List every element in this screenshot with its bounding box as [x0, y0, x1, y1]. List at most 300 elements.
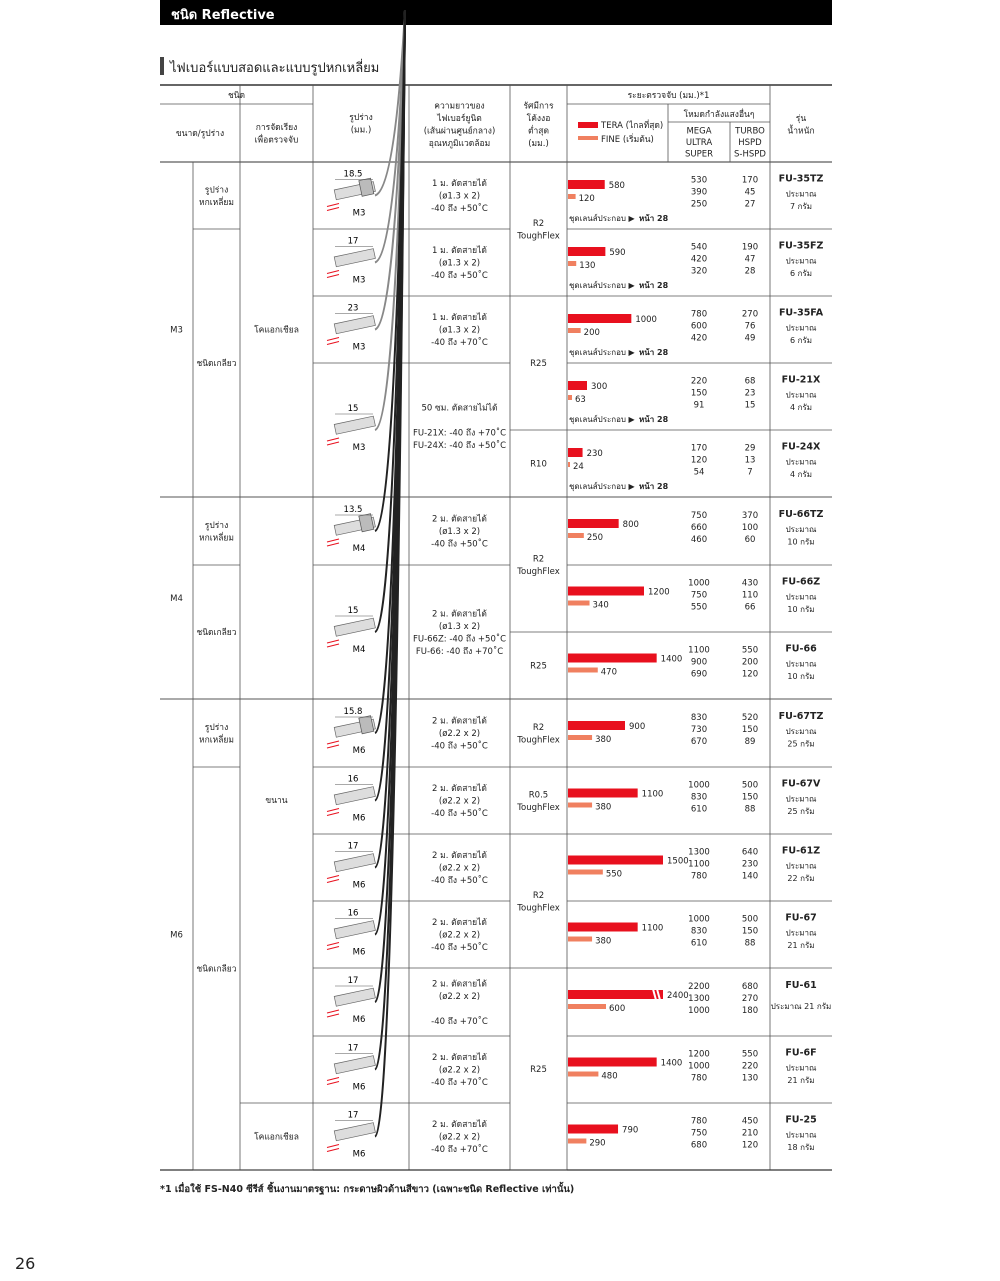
turbo-values: 270 — [741, 309, 759, 320]
fiber-length-text: 2 ม. ตัดสายได้ — [432, 609, 487, 620]
turbo-values: 88 — [744, 804, 756, 815]
beam-arrow-icon — [327, 204, 339, 207]
fiber-length-text: (ø1.3 x 2) — [438, 325, 481, 336]
fine-bar — [568, 870, 603, 875]
tera-bar — [568, 654, 657, 663]
category-bar-label: ชนิด Reflective — [171, 8, 275, 23]
beam-arrow-icon — [327, 943, 339, 946]
page-number: 26 — [15, 1254, 36, 1273]
fiber-length-text: 2 ม. ตัดสายได้ — [432, 1120, 487, 1130]
mega-values: 1000 — [688, 914, 710, 925]
header-arrangement: เพื่อตรวจจับ — [254, 135, 299, 146]
tera-value: 1500 — [667, 856, 689, 867]
dimension-label: 16 — [347, 774, 359, 785]
beam-arrow-icon — [327, 745, 339, 748]
fiber-length-text: (ø2.2 x 2) — [438, 1132, 481, 1143]
model-name: FU-66 — [785, 643, 817, 655]
mega-values: 780 — [690, 871, 708, 882]
turbo-values: 15 — [744, 400, 756, 411]
fiber-body — [334, 316, 375, 334]
beam-arrow-icon — [327, 543, 339, 546]
fiber-length-text: (ø1.3 x 2) — [438, 191, 481, 202]
tera-bar — [568, 721, 625, 730]
model-weight: 6 กรัม — [789, 335, 813, 345]
lens-note: ชุดเลนส์ประกอบ ▶ — [569, 214, 635, 223]
turbo-values: 180 — [741, 1006, 759, 1016]
mega-values: 1100 — [688, 645, 710, 656]
model-name: FU-25 — [785, 1114, 817, 1126]
fine-bar — [568, 1004, 606, 1009]
turbo-values: 66 — [744, 602, 756, 613]
lens-note: ชุดเลนส์ประกอบ ▶ — [569, 348, 635, 357]
mega-values: 780 — [690, 1073, 708, 1084]
dimension-label: 13.5 — [343, 505, 363, 515]
mega-values: 170 — [690, 443, 708, 454]
mega-values: 1300 — [688, 847, 710, 858]
tera-value: 790 — [622, 1125, 639, 1136]
model-weight: ประมาณ — [785, 659, 817, 669]
mega-values: 610 — [690, 804, 708, 815]
header-bend-radius: ต่ำสุด — [527, 126, 550, 137]
bend-radius-label: ToughFlex — [517, 231, 560, 242]
beam-arrow-icon — [327, 539, 339, 542]
tera-bar — [568, 314, 631, 323]
turbo-values: 370 — [741, 511, 759, 521]
thread-label: M3 — [352, 208, 366, 219]
arrangement-label: โคแอกเชียล — [254, 1132, 299, 1143]
model-weight: ประมาณ — [785, 861, 817, 871]
lens-page-ref: หน้า 28 — [639, 348, 669, 357]
shape-hex-label: รูปร่าง — [204, 520, 229, 531]
model-weight: 6 กรัม — [789, 268, 813, 278]
turbo-values: 640 — [741, 847, 759, 858]
model-weight: 25 กรัม — [787, 806, 815, 816]
fine-bar — [568, 1072, 598, 1077]
thread-label: M4 — [352, 544, 366, 554]
model-name: FU-35FZ — [778, 240, 824, 252]
beam-arrow-icon — [327, 947, 339, 950]
bend-radius-label: R25 — [530, 359, 547, 369]
fine-bar — [568, 735, 592, 740]
fiber-length-text: 2 ม. ตัดสายได้ — [432, 1053, 487, 1063]
model-name: FU-6F — [785, 1047, 817, 1059]
fine-bar — [568, 668, 598, 673]
thread-label: M3 — [352, 443, 366, 453]
model-weight: ประมาณ — [785, 524, 817, 534]
legend-tera-swatch — [578, 122, 598, 128]
turbo-values: 150 — [741, 792, 759, 803]
header-shape: (มม.) — [350, 125, 372, 136]
turbo-values: 23 — [744, 388, 756, 399]
tera-bar — [568, 1058, 657, 1067]
tera-bar — [568, 519, 619, 528]
fiber-length-text: (ø2.2 x 2) — [438, 1065, 481, 1076]
beam-arrow-icon — [327, 640, 339, 643]
fiber-length-text: 1 ม. ตัดสายได้ — [432, 179, 487, 189]
beam-arrow-icon — [327, 438, 339, 441]
mega-values: 540 — [690, 242, 708, 253]
section-title: ไฟเบอร์แบบสอดและแบบรูปหกเหลี่ยม — [170, 61, 380, 76]
model-weight: ประมาณ — [785, 726, 817, 736]
beam-arrow-icon — [327, 1014, 339, 1017]
turbo-values: 170 — [741, 175, 759, 186]
arrangement-label: โคแอกเชียล — [254, 325, 299, 336]
mega-values: 220 — [690, 376, 708, 387]
header-fiber-length: ความยาวของ — [434, 101, 485, 112]
turbo-values: 49 — [744, 333, 756, 344]
beam-arrow-icon — [327, 876, 339, 879]
arrangement-label: ขนาน — [265, 796, 288, 806]
mega-values: 530 — [690, 175, 708, 186]
beam-arrow-icon — [327, 813, 339, 816]
fiber-length-text: 1 ม. ตัดสายได้ — [432, 246, 487, 256]
mega-values: 750 — [690, 590, 708, 601]
shape-hex-label: รูปร่าง — [204, 185, 229, 196]
fiber-length-text: FU-66Z: -40 ถึง +50˚C — [412, 634, 507, 645]
fiber-length-text: FU-21X: -40 ถึง +70˚C — [412, 428, 507, 439]
shape-hex-label: หกเหลี่ยม — [198, 735, 235, 746]
mega-values: 420 — [690, 254, 708, 265]
fiber-length-text: -40 ถึง +70˚C — [431, 1145, 488, 1155]
model-name: FU-67V — [781, 778, 821, 790]
bend-radius-label: R2 — [532, 554, 545, 565]
mega-values: 780 — [690, 309, 708, 320]
beam-arrow-icon — [327, 1010, 339, 1013]
fiber-length-text: -40 ถึง +70˚C — [431, 338, 488, 348]
header-size-shape: ขนาด/รูปร่าง — [175, 129, 225, 139]
fine-bar — [568, 194, 576, 199]
thread-label: M6 — [352, 1149, 366, 1160]
thread-label: M6 — [352, 1015, 366, 1025]
fiber-length-text: 2 ม. ตัดสายได้ — [432, 514, 487, 525]
tera-value: 300 — [591, 382, 608, 392]
fine-value: 380 — [595, 735, 612, 745]
fine-value: 480 — [601, 1071, 618, 1082]
fiber-length-text: -40 ถึง +70˚C — [431, 1016, 488, 1027]
size-label-m6: M6 — [170, 930, 183, 941]
model-weight: ประมาณ — [785, 189, 817, 199]
mega-values: 550 — [690, 602, 708, 613]
turbo-values: 220 — [741, 1061, 759, 1072]
lens-page-ref: หน้า 28 — [639, 281, 669, 290]
turbo-values: 13 — [744, 455, 756, 466]
fiber-length-text: -40 ถึง +50˚C — [431, 876, 488, 886]
dimension-label: 17 — [347, 236, 359, 247]
fiber-length-text: -40 ถึง +50˚C — [431, 809, 488, 819]
fiber-length-text: 50 ซม. ตัดสายไม่ได้ — [421, 403, 498, 414]
mega-values: 120 — [690, 455, 708, 466]
mega-values: 320 — [690, 266, 708, 277]
turbo-values: 28 — [744, 266, 756, 277]
model-weight: 10 กรัม — [787, 537, 815, 547]
turbo-values: 120 — [741, 669, 759, 680]
tera-value: 1200 — [648, 587, 670, 598]
model-name: FU-66Z — [781, 576, 821, 588]
fine-bar — [568, 803, 592, 808]
header-bend-radius: โค้งงอ — [526, 113, 551, 124]
model-weight: 21 กรัม — [787, 1075, 815, 1085]
bend-radius-label: ToughFlex — [517, 802, 560, 813]
fine-value: 380 — [595, 802, 612, 813]
model-weight: 7 กรัม — [789, 201, 813, 211]
mega-values: 91 — [693, 400, 705, 411]
bend-radius-label: ToughFlex — [517, 903, 560, 914]
dimension-label: 15.8 — [343, 707, 363, 717]
header-model: น้ำหนัก — [787, 126, 815, 137]
fiber-length-text: -40 ถึง +50˚C — [431, 539, 488, 550]
turbo-values: 550 — [741, 645, 759, 656]
beam-arrow-icon — [327, 275, 339, 278]
header-fiber-length: (เส้นผ่านศูนย์กลาง) — [423, 126, 496, 137]
turbo-values: 29 — [744, 443, 756, 454]
tera-value: 1400 — [660, 654, 683, 665]
shape-thread-label: ชนิดเกลียว — [196, 964, 237, 975]
dimension-label: 16 — [347, 908, 359, 919]
size-label-m3: M3 — [170, 325, 183, 336]
fine-bar — [568, 1139, 586, 1144]
fine-bar — [568, 395, 572, 400]
header-arrangement: การจัดเรียง — [255, 122, 298, 133]
shape-hex-label: หกเหลี่ยม — [198, 197, 235, 208]
turbo-values: 680 — [741, 982, 759, 992]
fiber-length-text: -40 ถึง +70˚C — [431, 1078, 488, 1088]
header-modes: โหมดกำลังแสงอื่นๆ — [683, 110, 755, 120]
tera-bar — [568, 856, 663, 865]
model-name: FU-66TZ — [778, 509, 824, 520]
fine-value: 120 — [578, 194, 595, 204]
header-fiber-length: ไฟเบอร์ยูนิต — [437, 113, 482, 124]
fine-value: 380 — [595, 936, 612, 947]
header-mode-mega: ULTRA — [685, 138, 713, 148]
turbo-values: 76 — [744, 321, 756, 332]
beam-arrow-icon — [327, 342, 339, 345]
fiber-length-text: 2 ม. ตัดสายได้ — [432, 979, 487, 990]
thread-label: M4 — [352, 645, 366, 655]
fine-value: 130 — [579, 261, 596, 271]
fine-bar — [568, 261, 576, 266]
bend-radius-label: ToughFlex — [517, 566, 560, 577]
model-weight: 18 กรัม — [787, 1142, 815, 1152]
turbo-values: 89 — [744, 737, 756, 747]
mega-values: 750 — [690, 511, 708, 521]
fiber-body — [334, 249, 375, 267]
fiber-length-text: 2 ม. ตัดสายได้ — [432, 851, 487, 861]
turbo-values: 130 — [741, 1073, 759, 1084]
beam-arrow-icon — [327, 271, 339, 274]
mega-values: 600 — [690, 321, 708, 332]
fine-value: 470 — [600, 667, 618, 678]
mega-values: 730 — [690, 725, 708, 735]
tera-value: 1100 — [641, 923, 664, 934]
header-bend-radius: รัศมีการ — [523, 101, 554, 112]
mega-values: 900 — [690, 657, 708, 668]
shape-hex-label: รูปร่าง — [204, 722, 229, 733]
turbo-values: 60 — [744, 535, 756, 545]
fiber-length-text: (ø1.3 x 2) — [438, 621, 481, 632]
header-shape: รูปร่าง — [349, 112, 373, 123]
model-weight: ประมาณ 21 กรัม — [770, 1002, 832, 1011]
model-name: FU-67 — [785, 912, 817, 924]
fiber-body — [334, 416, 375, 434]
fiber-body — [334, 921, 375, 939]
legend-fine-label: FINE (เริ่มต้น) — [601, 135, 654, 145]
beam-arrow-icon — [327, 338, 339, 341]
model-name: FU-67TZ — [778, 711, 824, 722]
turbo-values: 450 — [741, 1116, 759, 1127]
fiber-body — [334, 1123, 375, 1141]
turbo-values: 120 — [741, 1140, 759, 1151]
turbo-values: 190 — [741, 242, 759, 253]
dimension-label: 18.5 — [343, 169, 363, 180]
header-mode-turbo: HSPD — [738, 138, 762, 148]
model-weight: 4 กรัม — [789, 469, 813, 479]
beam-arrow-icon — [327, 741, 339, 744]
fine-bar — [568, 328, 581, 333]
tera-value: 580 — [608, 181, 625, 191]
tera-value: 230 — [586, 449, 603, 459]
fiber-body — [334, 618, 375, 636]
turbo-values: 47 — [744, 254, 756, 265]
tera-bar — [568, 923, 638, 932]
mega-values: 1200 — [688, 1049, 710, 1060]
fiber-length-text: (ø1.3 x 2) — [438, 527, 481, 537]
lens-page-ref: หน้า 28 — [639, 415, 669, 424]
beam-arrow-icon — [327, 442, 339, 445]
model-weight: 10 กรัม — [787, 604, 815, 614]
thread-label: M6 — [352, 746, 366, 756]
fiber-body — [334, 988, 375, 1006]
turbo-values: 100 — [741, 523, 759, 533]
model-weight: ประมาณ — [785, 323, 817, 333]
fiber-length-text: (ø2.2 x 2) — [438, 796, 481, 807]
turbo-values: 270 — [741, 994, 759, 1004]
fiber-length-text: (ø2.2 x 2) — [438, 729, 481, 739]
tera-bar — [568, 1125, 618, 1134]
beam-arrow-icon — [327, 208, 339, 211]
fiber-length-text: (ø2.2 x 2) — [438, 863, 481, 874]
fiber-body — [334, 854, 375, 872]
model-weight: ประมาณ — [785, 1130, 817, 1140]
thread-label: M6 — [352, 947, 366, 958]
turbo-values: 150 — [741, 926, 759, 937]
model-name: FU-35TZ — [778, 173, 824, 185]
beam-arrow-icon — [327, 1145, 339, 1148]
mega-values: 2200 — [688, 982, 710, 992]
fiber-length-text: FU-24X: -40 ถึง +50˚C — [412, 440, 507, 451]
model-weight: 21 กรัม — [787, 940, 815, 950]
tera-bar — [568, 180, 605, 189]
turbo-values: 500 — [741, 914, 759, 925]
turbo-values: 110 — [741, 590, 759, 601]
turbo-values: 140 — [741, 871, 759, 882]
fiber-length-text: -40 ถึง +50˚C — [431, 741, 488, 752]
lens-note: ชุดเลนส์ประกอบ ▶ — [569, 281, 635, 290]
header-distance: ระยะตรวจจับ (มม.)*1 — [627, 91, 710, 101]
turbo-values: 27 — [744, 199, 756, 210]
tera-value: 2400 — [667, 991, 689, 1001]
fiber-length-text: 2 ม. ตัดสายได้ — [432, 918, 487, 928]
fiber-body — [334, 787, 375, 805]
mega-values: 830 — [690, 713, 708, 723]
header-mode-mega: MEGA — [686, 126, 712, 137]
fiber-body — [334, 1056, 375, 1074]
lens-note: ชุดเลนส์ประกอบ ▶ — [569, 415, 635, 424]
mega-values: 1000 — [688, 780, 710, 791]
model-name: FU-61Z — [781, 845, 821, 857]
mega-values: 390 — [690, 187, 708, 198]
model-name: FU-61 — [785, 980, 817, 991]
tera-bar — [568, 247, 605, 256]
thread-label: M3 — [352, 275, 366, 286]
mega-values: 780 — [690, 1116, 708, 1127]
bend-radius-label: ToughFlex — [517, 735, 560, 746]
fiber-length-text: (ø1.3 x 2) — [438, 258, 481, 269]
fine-bar — [568, 462, 570, 467]
header-type: ชนิด — [227, 91, 246, 101]
mega-values: 610 — [690, 938, 708, 949]
bend-radius-label: R0.5 — [528, 790, 549, 801]
bend-radius-label: R2 — [532, 218, 545, 229]
dimension-label: 23 — [347, 303, 359, 314]
fine-value: 200 — [583, 328, 600, 338]
footnote: *1 เมื่อใช้ FS-N40 ซีรีส์ ชิ้นงานมาตรฐาน: กระดาษผิวด้านสีขาว (เฉพาะชนิด Reflective เท่านั้น) — [160, 1184, 575, 1195]
dimension-label: 17 — [347, 841, 359, 852]
turbo-values: 500 — [741, 780, 759, 791]
shape-thread-label: ชนิดเกลียว — [196, 628, 237, 638]
fiber-length-text: -40 ถึง +50˚C — [431, 204, 488, 214]
thread-label: M6 — [352, 880, 366, 891]
beam-arrow-icon — [327, 1082, 339, 1085]
tera-value: 1000 — [635, 315, 657, 325]
turbo-values: 210 — [741, 1128, 759, 1139]
tera-value: 1100 — [641, 789, 664, 800]
dimension-label: 15 — [347, 404, 359, 414]
bend-radius-label: R25 — [530, 1065, 547, 1075]
bend-radius-label: R10 — [530, 459, 547, 470]
mega-values: 1100 — [688, 859, 710, 870]
tera-bar — [568, 381, 587, 390]
model-weight: ประมาณ — [785, 592, 817, 602]
mega-values: 420 — [690, 333, 708, 344]
fiber-length-text: -40 ถึง +50˚C — [431, 943, 488, 953]
turbo-values: 230 — [741, 859, 759, 870]
fine-value: 600 — [609, 1004, 626, 1014]
mega-values: 1000 — [688, 1061, 710, 1072]
tera-value: 900 — [629, 722, 646, 732]
fiber-length-text: -40 ถึง +50˚C — [431, 271, 488, 281]
tera-bar — [568, 789, 638, 798]
mega-values: 660 — [690, 523, 708, 533]
dimension-label: 17 — [347, 1043, 359, 1054]
bend-radius-label: R25 — [530, 661, 547, 672]
model-name: FU-35FA — [778, 307, 824, 319]
fiber-length-text: 1 ม. ตัดสายได้ — [432, 313, 487, 323]
header-mode-mega: SUPER — [684, 149, 714, 160]
tera-bar — [568, 587, 644, 596]
dimension-label: 15 — [347, 606, 359, 616]
mega-values: 1000 — [688, 578, 710, 589]
fine-value: 340 — [592, 600, 609, 611]
model-weight: 10 กรัม — [787, 671, 815, 681]
beam-arrow-icon — [327, 644, 339, 647]
shape-hex-label: หกเหลี่ยม — [198, 533, 235, 544]
model-weight: ประมาณ — [785, 256, 817, 266]
model-weight: ประมาณ — [785, 1063, 817, 1073]
mega-values: 830 — [690, 926, 708, 937]
model-weight: ประมาณ — [785, 457, 817, 467]
model-name: FU-21X — [781, 374, 821, 386]
mega-values: 750 — [690, 1128, 708, 1139]
